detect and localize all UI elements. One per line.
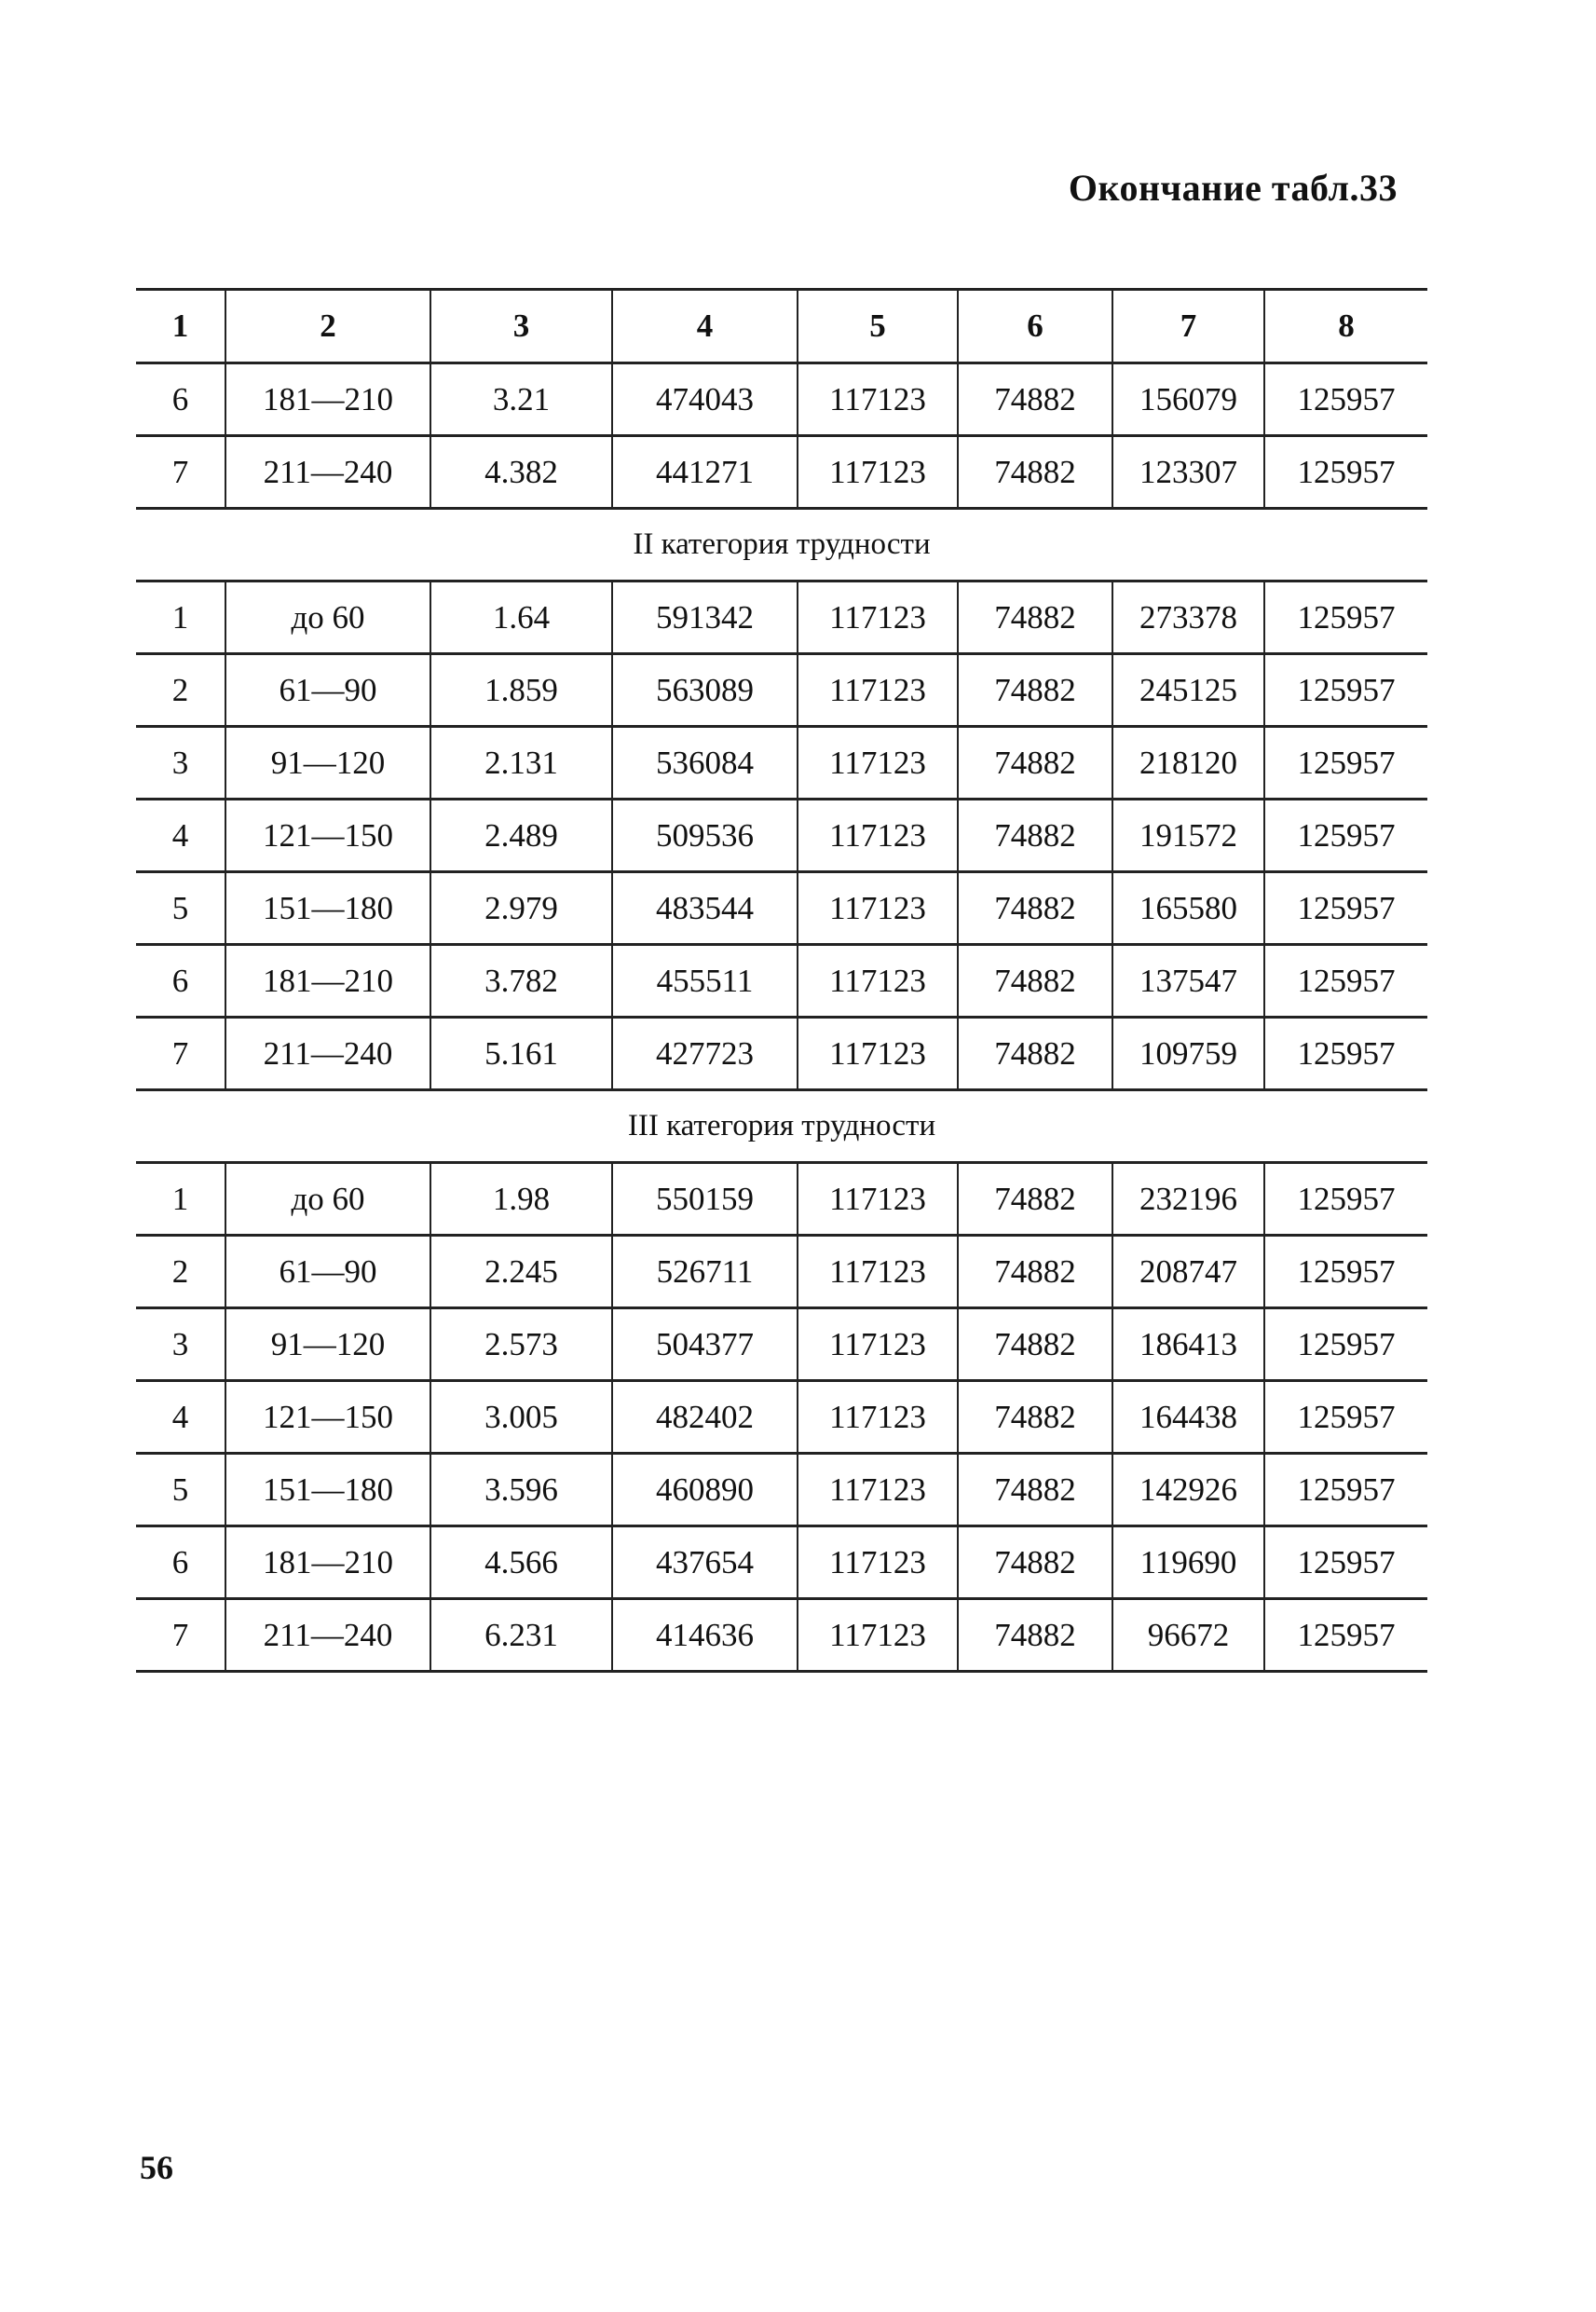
table-row [136,872,1427,945]
table-cell: 125957 [1264,1163,1427,1236]
table-cell: 211—240 [225,1599,430,1672]
table-cell: 211—240 [225,436,430,509]
table-cell: 117123 [798,581,958,654]
table-cell: 208747 [1112,1236,1264,1308]
table-cell: 117123 [798,800,958,872]
column-header: 8 [1264,290,1427,363]
table-cell: 74882 [958,1163,1112,1236]
table-cell: 273378 [1112,581,1264,654]
table-row [136,581,1427,654]
section-header-row [136,1090,1427,1163]
table-row [136,1236,1427,1308]
table-cell: 2.131 [430,727,612,800]
table-cell: 74882 [958,1526,1112,1599]
table-cell: 125957 [1264,800,1427,872]
table-cell: 455511 [612,945,798,1018]
table-cell: 3 [136,727,225,800]
table-cell: 117123 [798,1454,958,1526]
table-cell: 117123 [798,872,958,945]
table-cell: 6.231 [430,1599,612,1672]
table-cell: 1.859 [430,654,612,727]
table-cell: 74882 [958,800,1112,872]
column-header: 6 [958,290,1112,363]
column-header: 2 [225,290,430,363]
table-cell: 165580 [1112,872,1264,945]
table-cell: 74882 [958,945,1112,1018]
table-cell: 117123 [798,1018,958,1090]
table-row [136,800,1427,872]
page-number: 56 [140,2149,173,2186]
table-cell: 3.596 [430,1454,612,1526]
column-header: 4 [612,290,798,363]
table-cell: 125957 [1264,1526,1427,1599]
table-cell: 74882 [958,1308,1112,1381]
table-cell: 437654 [612,1526,798,1599]
table-cell: 5.161 [430,1018,612,1090]
table-body [136,290,1427,1672]
section-title: II категория трудности [136,509,1427,581]
table-cell: 232196 [1112,1163,1264,1236]
table-cell: 482402 [612,1381,798,1454]
table-row [136,1454,1427,1526]
table-cell: 151—180 [225,872,430,945]
table-cell: 526711 [612,1236,798,1308]
table-cell: до 60 [225,1163,430,1236]
column-header: 1 [136,290,225,363]
section-header-row [136,509,1427,581]
table-row [136,1163,1427,1236]
table-cell: 125957 [1264,436,1427,509]
table-cell: 2.573 [430,1308,612,1381]
column-header: 7 [1112,290,1264,363]
table-cell: 74882 [958,581,1112,654]
table-cell: 3.21 [430,363,612,436]
table-row [136,1381,1427,1454]
table-cell: 2.489 [430,800,612,872]
table-row [136,1599,1427,1672]
table-cell: 74882 [958,654,1112,727]
table-cell: 151—180 [225,1454,430,1526]
table-cell: 74882 [958,727,1112,800]
table-cell: 91—120 [225,1308,430,1381]
table-cell: 117123 [798,1163,958,1236]
table-cell: 591342 [612,581,798,654]
table-cell: 1.64 [430,581,612,654]
table-cell: 142926 [1112,1454,1264,1526]
table-cell: 3.782 [430,945,612,1018]
table-cell: 74882 [958,363,1112,436]
table-cell: 125957 [1264,654,1427,727]
table-cell: 474043 [612,363,798,436]
table-cell: 117123 [798,363,958,436]
table-cell: до 60 [225,581,430,654]
table-cell: 7 [136,1018,225,1090]
table-cell: 245125 [1112,654,1264,727]
table-cell: 550159 [612,1163,798,1236]
table-cell: 125957 [1264,727,1427,800]
table-cell: 536084 [612,727,798,800]
table-cell: 117123 [798,1599,958,1672]
table-cell: 74882 [958,1018,1112,1090]
table-cell: 181—210 [225,1526,430,1599]
table-cell: 186413 [1112,1308,1264,1381]
table-cell: 2 [136,1236,225,1308]
table-cell: 483544 [612,872,798,945]
table-cell: 563089 [612,654,798,727]
table-cell: 6 [136,363,225,436]
section-title: III категория трудности [136,1090,1427,1163]
table-continuation-heading: Окончание табл.33 [1068,167,1398,209]
table-cell: 61—90 [225,654,430,727]
table-cell: 441271 [612,436,798,509]
table-cell: 414636 [612,1599,798,1672]
table-cell: 7 [136,436,225,509]
table-cell: 117123 [798,945,958,1018]
table-cell: 117123 [798,436,958,509]
table-cell: 117123 [798,1381,958,1454]
table-cell: 125957 [1264,872,1427,945]
table-row [136,945,1427,1018]
table-cell: 218120 [1112,727,1264,800]
table-cell: 211—240 [225,1018,430,1090]
table-cell: 123307 [1112,436,1264,509]
table-cell: 156079 [1112,363,1264,436]
table-cell: 1.98 [430,1163,612,1236]
table-cell: 4.382 [430,436,612,509]
table-cell: 509536 [612,800,798,872]
table-cell: 181—210 [225,945,430,1018]
table-cell: 504377 [612,1308,798,1381]
table-cell: 117123 [798,654,958,727]
table-row [136,727,1427,800]
data-table [136,288,1427,1673]
table-cell: 119690 [1112,1526,1264,1599]
table-cell: 117123 [798,1308,958,1381]
table-row [136,1018,1427,1090]
table-row [136,654,1427,727]
table-cell: 181—210 [225,363,430,436]
table-cell: 5 [136,1454,225,1526]
table-cell: 5 [136,872,225,945]
table-cell: 125957 [1264,1236,1427,1308]
table-cell: 4 [136,1381,225,1454]
table-row [136,436,1427,509]
table-cell: 74882 [958,1599,1112,1672]
table-cell: 61—90 [225,1236,430,1308]
table-cell: 2.979 [430,872,612,945]
table-cell: 96672 [1112,1599,1264,1672]
table-cell: 109759 [1112,1018,1264,1090]
table-cell: 74882 [958,1236,1112,1308]
table-cell: 2 [136,654,225,727]
table-cell: 125957 [1264,1381,1427,1454]
table-cell: 74882 [958,436,1112,509]
table-cell: 91—120 [225,727,430,800]
table-cell: 121—150 [225,800,430,872]
table-cell: 4 [136,800,225,872]
table-cell: 125957 [1264,1018,1427,1090]
table-cell: 125957 [1264,363,1427,436]
table-row [136,363,1427,436]
table-cell: 3.005 [430,1381,612,1454]
table-cell: 74882 [958,872,1112,945]
table-cell: 125957 [1264,1308,1427,1381]
column-header: 5 [798,290,958,363]
table-cell: 74882 [958,1381,1112,1454]
table-cell: 117123 [798,1526,958,1599]
table-cell: 121—150 [225,1381,430,1454]
table-cell: 125957 [1264,945,1427,1018]
table-cell: 6 [136,945,225,1018]
table-cell: 117123 [798,1236,958,1308]
table-cell: 460890 [612,1454,798,1526]
column-header: 3 [430,290,612,363]
table-cell: 191572 [1112,800,1264,872]
table-cell: 7 [136,1599,225,1672]
table-cell: 6 [136,1526,225,1599]
table-cell: 117123 [798,727,958,800]
table-cell: 125957 [1264,581,1427,654]
table-cell: 2.245 [430,1236,612,1308]
table-cell: 4.566 [430,1526,612,1599]
table-row [136,1526,1427,1599]
table-cell: 1 [136,581,225,654]
table-cell: 3 [136,1308,225,1381]
table-cell: 137547 [1112,945,1264,1018]
table-cell: 74882 [958,1454,1112,1526]
table-cell: 427723 [612,1018,798,1090]
table-cell: 125957 [1264,1599,1427,1672]
table-cell: 125957 [1264,1454,1427,1526]
table-header-row [136,290,1427,363]
table-row [136,1308,1427,1381]
table-cell: 1 [136,1163,225,1236]
table-cell: 164438 [1112,1381,1264,1454]
